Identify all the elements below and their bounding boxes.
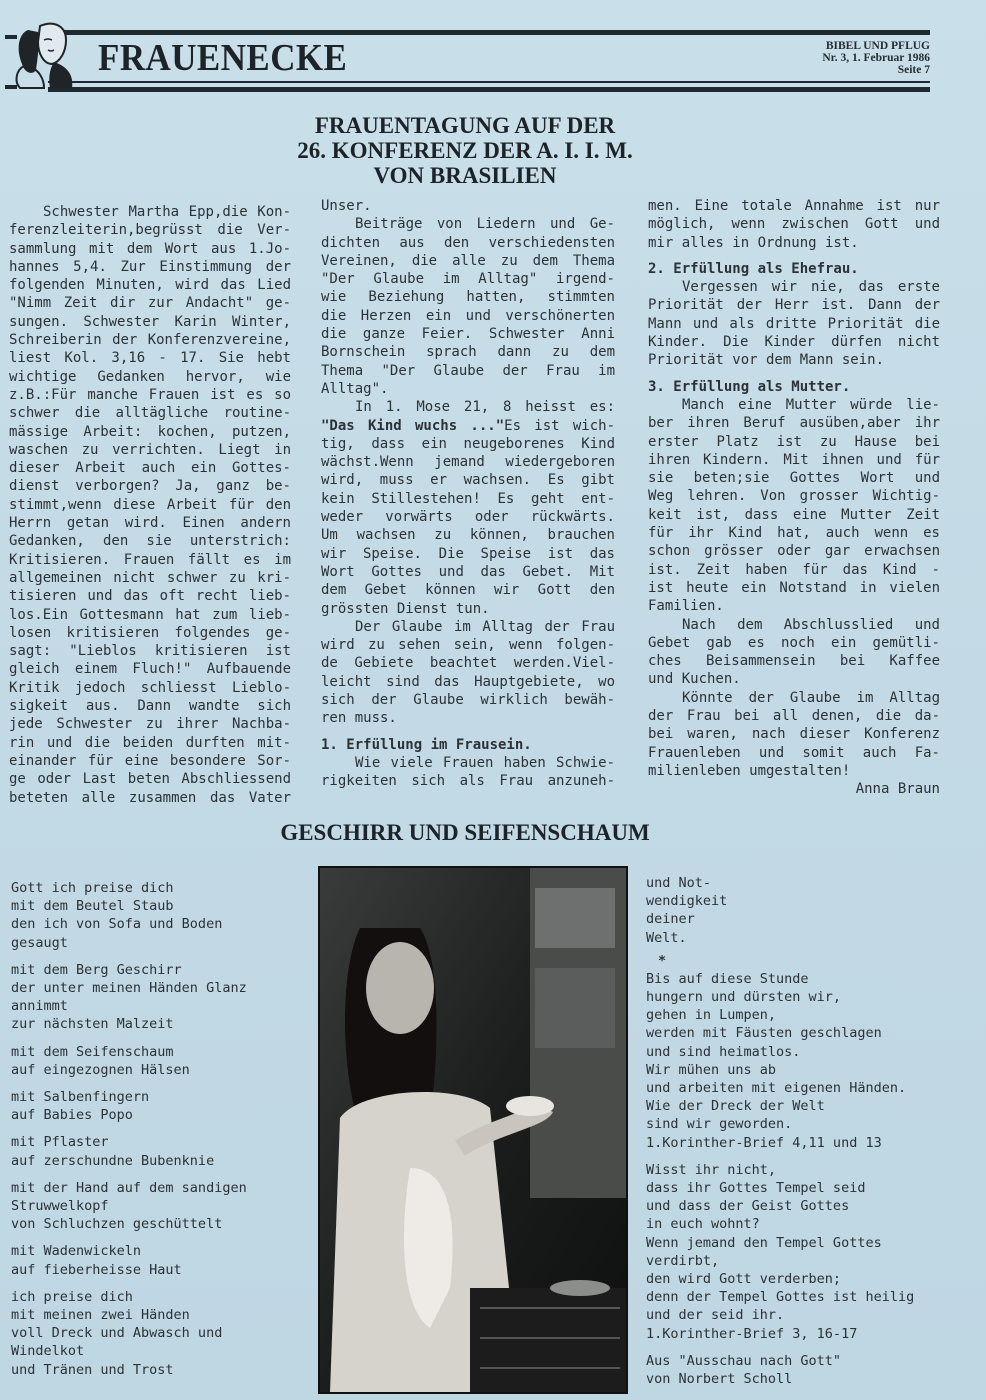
paragraph: [648, 689, 940, 780]
text-line: Thema "Der Glaube der Frau im: [321, 362, 615, 379]
text-line: wichtige Gedanken hervor, wie: [9, 368, 291, 385]
text-line: ren muss.: [321, 710, 397, 727]
poem-line: mit Pflaster: [11, 1134, 109, 1151]
poem-stanza: [11, 1179, 301, 1234]
text-line: beteten alle zusammen das Vater: [9, 789, 291, 806]
poem-stanza: [646, 874, 946, 947]
poem-stanza: [11, 1242, 301, 1278]
subsection-heading: 2. Erfüllung als Ehefrau.: [648, 260, 859, 277]
poem-line: auf zerschundne Bubenknie: [11, 1152, 215, 1169]
text-line: Vereinen, die alle zu dem Thema: [321, 252, 615, 269]
poem-line: in euch wohnt?: [646, 1216, 760, 1233]
poem-line: verdirbt,: [646, 1252, 720, 1269]
headline-line: 26. KONFERENZ DER A. I. I. M.: [297, 138, 633, 163]
text-line: Kritisieren. Frauen fällt es im: [9, 551, 291, 568]
text-line: Weg lehren. Von grosser Wichtig-: [648, 488, 940, 505]
poem-line: Wie der Dreck der Welt: [646, 1098, 825, 1115]
poem-line: Gott ich preise dich: [11, 880, 174, 896]
paragraph: [648, 396, 940, 616]
poem-line: und arbeiten mit eigenen Händen.: [646, 1080, 907, 1097]
text-line: leicht sind das Hauptgebiete, wo: [321, 673, 615, 690]
poem-line: ich preise dich: [11, 1288, 133, 1305]
text-line: tisieren und das oft recht lieb-: [9, 588, 291, 605]
text-line: dem Gebet können wir Gott den: [321, 582, 615, 599]
text-line: wird, muss er wachsen. Es gibt: [321, 472, 615, 489]
poem-stanza: [11, 1133, 301, 1169]
text-line: wir Speise. Die Speise ist das: [321, 545, 615, 562]
poem-line: sind wir geworden.: [646, 1116, 793, 1133]
poem-line: zur nächsten Malzeit: [11, 1016, 174, 1033]
masthead-top-rule: [48, 30, 930, 35]
text-line: los.Ein Gottesmann hat zum lieb-: [9, 606, 291, 623]
text-line: sagt: "Lieblos kritisieren ist: [9, 643, 291, 660]
paragraph: [648, 278, 940, 369]
text-line: mässige Arbeit: kochen, putzen,: [9, 423, 291, 440]
text-line: Unser.: [321, 198, 372, 214]
poem-line: werden mit Fäusten geschlagen: [646, 1025, 882, 1042]
text-line: "Nimm Zeit dir zur Andacht" ge-: [9, 295, 291, 312]
headline-line: VON BRASILIEN: [373, 163, 557, 188]
text-line: grössten Dienst tun.: [321, 600, 490, 617]
text-line: allgemeinen nicht schwer zu kri-: [9, 569, 291, 586]
photo-woman-washing-dishes: [318, 866, 628, 1394]
page-number: Seite 7: [897, 64, 930, 76]
poem-line: der unter meinen Händen Glanz: [11, 980, 247, 997]
poem-line: mit meinen zwei Händen: [11, 1307, 190, 1324]
text-line: bei waren, nach dieser Konferenz: [648, 726, 940, 743]
text-line: rin und die beiden durften mit-: [9, 734, 291, 751]
author-signature: Anna Braun: [855, 781, 940, 798]
article-column-1: [9, 203, 291, 807]
poem-line: 1.Korinther-Brief 3, 16-17: [646, 1325, 858, 1342]
text-line: wie Beziehung hatten, stimmten: [321, 289, 615, 306]
poem-line: und sind heimatlos.: [646, 1043, 801, 1060]
text-line: Kritik jedoch schliesst Lieblo-: [9, 679, 291, 696]
text-line: Frauenleben und somit auch Fa-: [648, 744, 940, 761]
poem-line: Struwwelkopf: [11, 1198, 109, 1215]
text-line: weder vorwärts oder rückwärts.: [321, 509, 615, 526]
poem-line: 1.Korinther-Brief 4,11 und 13: [646, 1134, 882, 1151]
poem-line: wendigkeit: [646, 893, 728, 910]
poem-stanza: [11, 961, 301, 1034]
paragraph: [648, 616, 940, 689]
text-line: ist heute ein Notstand in vielen: [648, 579, 940, 596]
text-line: waschen zu verrichten. Liegt in: [9, 441, 291, 458]
poem-line: auf eingezognen Hälsen: [11, 1061, 190, 1078]
poem-stanza: [11, 1043, 301, 1079]
poem-line: und dass der Geist Gottes: [646, 1198, 850, 1215]
poem-line: mit dem Seifenschaum: [11, 1043, 174, 1060]
poem-line: annimmt: [11, 998, 68, 1015]
text-fragment: Es ist wich-: [504, 417, 615, 434]
text-line: milienleben umgestalten!: [648, 762, 851, 779]
poem-line: Wir mühen uns ab: [646, 1061, 777, 1078]
text-line: tig, dass ein neugeborenes Kind: [321, 435, 615, 452]
publication-name: BIBEL UND PFLUG: [825, 40, 930, 52]
text-line: schwer die alltägliche routine-: [9, 405, 291, 422]
text-line: Alltag".: [321, 380, 389, 397]
poem-stanza: [646, 952, 946, 969]
text-line: losen kritisieren folgendes ge-: [9, 624, 291, 641]
text-line: dienst verborgen? Ja, ganz be-: [9, 478, 291, 495]
text-line: sigkeit aus. Dann wandte sich: [9, 698, 291, 715]
text-line: jede Schwester zu ihrer Nachba-: [9, 716, 291, 733]
text-line: erster Platz ist zu Hause bei: [648, 433, 940, 450]
text-line: hannes 5,4. Zur Einstimmung der: [9, 258, 291, 275]
poem-line: mit dem Beutel Staub: [11, 898, 174, 915]
asterisk-separator: *: [658, 952, 667, 969]
poem-stanza: [11, 1288, 301, 1379]
text-line: Herrn getan wird. Einen andern: [9, 515, 291, 532]
text-line: Vergessen wir nie, das erste: [682, 279, 940, 296]
text-line: die ganze Feier. Schwester Anni: [321, 326, 615, 343]
poem-line: deiner: [646, 911, 695, 928]
subsection-heading: 3. Erfüllung als Mutter.: [648, 378, 851, 395]
text-line: dieser Arbeit auch ein Gottes-: [9, 460, 291, 477]
poem-stanza: [646, 970, 946, 1152]
poem-stanza: [11, 1088, 301, 1124]
issue-date: Nr. 3, 1. Februar 1986: [822, 52, 930, 64]
text-line: Wie viele Frauen haben Schwie-: [355, 754, 615, 771]
text-line: "Der Glaube im Alltag" irgend-: [321, 271, 615, 288]
poem-stanza: [11, 879, 301, 952]
text-line: Beiträge von Liedern und Ge-: [355, 216, 615, 233]
text-line: ferenzleiterin,begrüsst die Ver-: [9, 222, 291, 239]
text-line: de Gebiete beachtet werden.Viel-: [321, 655, 615, 672]
text-line: sich der Glaube wirklich bewäh-: [321, 692, 615, 709]
text-line: Der Glaube im Alltag der Frau: [355, 618, 615, 635]
paragraph: [9, 203, 291, 807]
text-line: für ihr Kind hat, auch wenn es: [648, 525, 940, 542]
poem-line: voll Dreck und Abwasch und: [11, 1325, 223, 1342]
text-line: Nach dem Abschlusslied und: [682, 616, 940, 633]
paragraph: [648, 197, 940, 252]
poem-line: und der seid ihr.: [646, 1307, 785, 1324]
text-line: Um wachsen zu können, brauchen: [321, 527, 615, 544]
text-line: und Kuchen.: [648, 671, 741, 688]
text-line: wächst.Wenn jemand wiedergeboren: [321, 454, 615, 471]
poem-line: auf fieberheisse Haut: [11, 1261, 182, 1278]
publication-info: [822, 40, 930, 76]
poem-line: mit der Hand auf dem sandigen: [11, 1179, 247, 1196]
text-line: der Frau bei all denen, die da-: [648, 708, 940, 725]
poem-right-column: [646, 874, 946, 1397]
poem-line: Windelkot: [11, 1343, 85, 1360]
text-line: Priorität vor dem Mann sein.: [648, 352, 885, 369]
text-line: mir alles in Ordnung ist.: [648, 234, 859, 251]
text-line: [321, 417, 615, 435]
text-line: Mann und als dritte Priorität die: [648, 315, 940, 332]
article-headline: [240, 113, 690, 188]
headline-line: FRAUENTAGUNG AUF DER: [314, 113, 616, 138]
text-line: ist. Zeit haben für das Kind -: [648, 561, 940, 578]
poem-line: auf Babies Popo: [11, 1107, 133, 1124]
poem-stanza: [646, 1161, 946, 1343]
text-line: Schwester Martha Epp,die Kon-: [43, 204, 291, 220]
poem-line: gehen in Lumpen,: [646, 1007, 777, 1024]
poem-line: Aus "Ausschau nach Gott": [646, 1352, 842, 1369]
text-line: möglich, wenn zwischen Gott und: [648, 216, 940, 233]
text-line: die Herzen ein und verschönerten: [321, 307, 615, 324]
poem-line: hungern und dürsten wir,: [646, 989, 842, 1006]
poem-line: Welt.: [646, 929, 687, 946]
text-line: keit ist, dass eine Mutter Zeit: [648, 506, 940, 523]
text-line: ge oder Last beten Abschliessend: [9, 771, 291, 788]
text-line: Kinder. Die Kinder dürfen nicht: [648, 334, 940, 351]
poem-line: den wird Gott verderben;: [646, 1271, 842, 1288]
text-line: Schreiberin der Konferenzvereine,: [9, 332, 291, 349]
text-line: In 1. Mose 21, 8 heisst es:: [355, 399, 615, 416]
text-line: z.B.:Für manche Frauen ist es so: [9, 386, 291, 403]
poem-line: und Not-: [646, 875, 712, 891]
poem-line: Wenn jemand den Tempel Gottes: [646, 1234, 882, 1251]
text-line: rigkeiten sich als Frau anzuneh-: [321, 773, 615, 790]
poem-stanza: [646, 1352, 946, 1388]
poem-line: von Norbert Scholl: [646, 1371, 793, 1388]
text-line: gleich einem Fluch!" Aufbauende: [9, 661, 291, 678]
poem-line: von Schluchzen geschüttelt: [11, 1216, 223, 1233]
text-line: ches Beisammensein bei Kaffee: [648, 653, 940, 670]
text-line: dichten aus den verschiedensten: [321, 234, 615, 251]
paragraph: [321, 398, 615, 618]
text-line: Manch eine Mutter würde lie-: [682, 396, 940, 413]
text-line: folgenden Minuten, wird das Lied: [9, 277, 291, 294]
text-line: sie beten;sie Gottes Wort und: [648, 470, 940, 487]
text-line: sungen. Schwester Karin Winter,: [9, 313, 291, 330]
poem-line: Wisst ihr nicht,: [646, 1161, 777, 1178]
text-line: Gebet gab es noch ein gemütli-: [648, 634, 940, 651]
text-line: schon grösser oder gar erwachsen: [648, 543, 940, 560]
text-line: kein Stillestehen! Es geht ent-: [321, 490, 615, 507]
poem-line: Bis auf diese Stunde: [646, 970, 809, 987]
poem-left-column: [11, 879, 301, 1388]
poem-line: den ich von Sofa und Boden: [11, 916, 223, 933]
poem-line: mit Salbenfingern: [11, 1089, 150, 1106]
text-line: ihren Kindern. Mit ihnen und für: [648, 451, 940, 468]
photo-image: [320, 868, 626, 1392]
section-title: FRAUENECKE: [98, 37, 348, 79]
paragraph: [321, 754, 615, 791]
poem-line: mit Wadenwickeln: [11, 1243, 142, 1260]
paragraph: [321, 197, 615, 215]
poem-line: und Tränen und Trost: [11, 1361, 174, 1378]
poem-line: gesaugt: [11, 934, 68, 951]
text-line: Wort Gottes und das Gebet. Mit: [321, 563, 615, 580]
poem-headline: GESCHIRR UND SEIFENSCHAUM: [280, 820, 650, 845]
text-line: Bornschein sprach dann zu dem: [321, 344, 615, 361]
paragraph: [321, 618, 615, 728]
article-column-2: [321, 197, 615, 791]
article-column-3: [648, 197, 940, 799]
text-line: men. Eine totale Annahme ist nur: [648, 198, 940, 214]
text-line: wird zu sehen sein, wenn folgen-: [321, 637, 615, 654]
text-line: Könnte der Glaube im Alltag: [682, 689, 940, 706]
subsection-heading: 1. Erfüllung im Frausein.: [321, 736, 532, 753]
masthead-bottom-rule: [48, 87, 930, 92]
text-line: stimmt,wenn diese Arbeit für den: [9, 496, 291, 513]
text-line: liest Kol. 3,16 - 17. Sie hebt: [9, 350, 291, 367]
two-women-logo-icon: [10, 20, 92, 90]
poem-line: denn der Tempel Gottes ist heilig: [646, 1289, 915, 1306]
bold-quote: "Das Kind wuchs ...": [321, 417, 505, 434]
text-line: Gedanken, den sie unterstrich:: [9, 533, 291, 550]
masthead-bottom-rule-thin: [48, 81, 930, 83]
paragraph: [321, 215, 615, 398]
poem-line: mit dem Berg Geschirr: [11, 961, 182, 978]
text-line: einander für eine besondere Sor-: [9, 752, 291, 769]
text-line: Priorität der Herr ist. Dann der: [648, 297, 940, 314]
text-line: ber ihren Beruf ausüben,aber ihr: [648, 415, 940, 432]
poem-line: dass ihr Gottes Tempel seid: [646, 1180, 866, 1197]
text-line: Familien.: [648, 598, 724, 615]
text-line: sammlung mit dem Wort aus 1.Jo-: [9, 240, 291, 257]
